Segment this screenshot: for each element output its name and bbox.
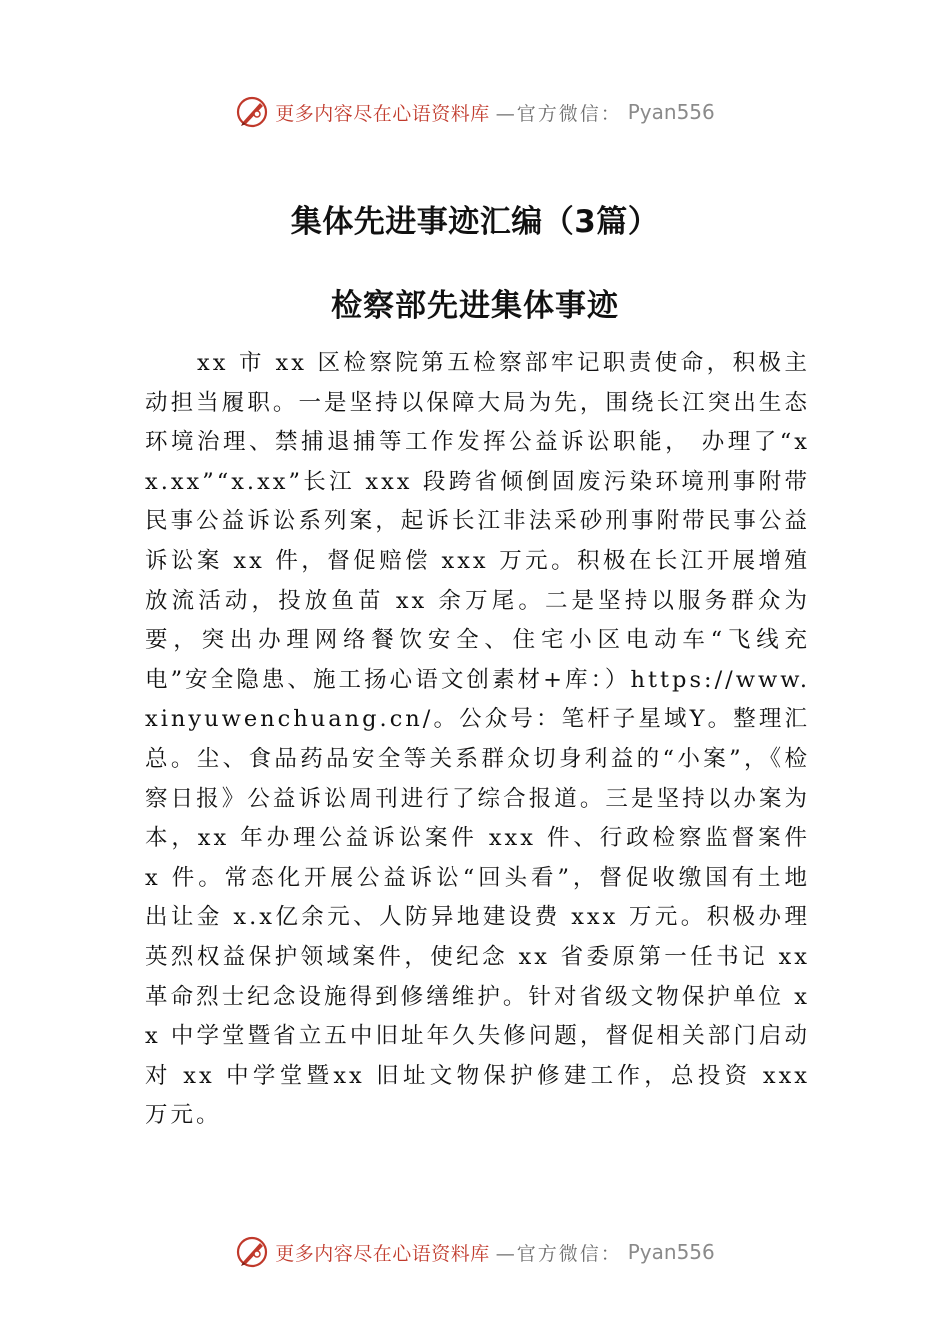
document-subtitle: 检察部先进集体事迹	[331, 288, 619, 324]
pen-logo-icon	[235, 95, 269, 129]
banner-library-text: 更多内容尽在心语资料库	[275, 1242, 490, 1265]
body-paragraph: xx 市 xx 区检察院第五检察部牢记职责使命，积极主动担当履职。一是坚持以保障大局为先，围绕长江突出生态环境治理、禁捕退捕等工作发挥公益诉讼职能， 办理了“xx.xx”“x.xx”长江 xxx 段跨省倾倒固废污染环境刑事附带民事公益诉讼系列案，起诉长江非法采砂刑事附带民事公益诉讼案 xx 件，督促赔偿 xxx 万元。积极在长江开展增殖放流活动，投放鱼苗 xx 余万尾。二是坚持以服务群众为要，突出办理网络餐饮安全、住宅小区电动车“飞线充电”安全隐患、施工扬心语文创素材+库：）https://www.xinyuwenchuang.cn/。公众号：笔杆子星域Y。整理汇总。尘、食品药品安全等关系群众切身利益的“小案”，《检察日报》公益诉讼周刊进行了综合报道。三是坚持以办案为本，xx 年办理公益诉讼案件 xxx 件、行政检察监督案件 x 件。常态化开展公益诉讼“回头看”，督促收缴国有土地出让金 x.x亿余元、人防异地建设费 xxx 万元。积极办理英烈权益保护领域案件，使纪念 xx 省委原第一任书记 xx 革命烈士纪念设施得到修缮维护。针对省级文物保护单位 xx 中学堂暨省立五中旧址年久失修问题，督促相关部门启动对 xx 中学堂暨xx 旧址文物保护修建工作，总投资 xxx 万元。	[145, 350, 810, 1129]
footer-watermark-banner	[0, 1232, 950, 1272]
header-watermark-banner	[0, 92, 950, 132]
pen-logo-icon	[235, 1235, 269, 1269]
banner-wechat-id: Pyan556	[627, 100, 715, 124]
banner-wechat-label: —官方微信：	[495, 102, 622, 125]
banner-library-text: 更多内容尽在心语资料库	[275, 102, 490, 125]
banner-wechat-id: Pyan556	[627, 1240, 715, 1264]
banner-wechat-label: —官方微信：	[495, 1242, 622, 1265]
document-title: 集体先进事迹汇编（3篇）	[290, 204, 660, 240]
